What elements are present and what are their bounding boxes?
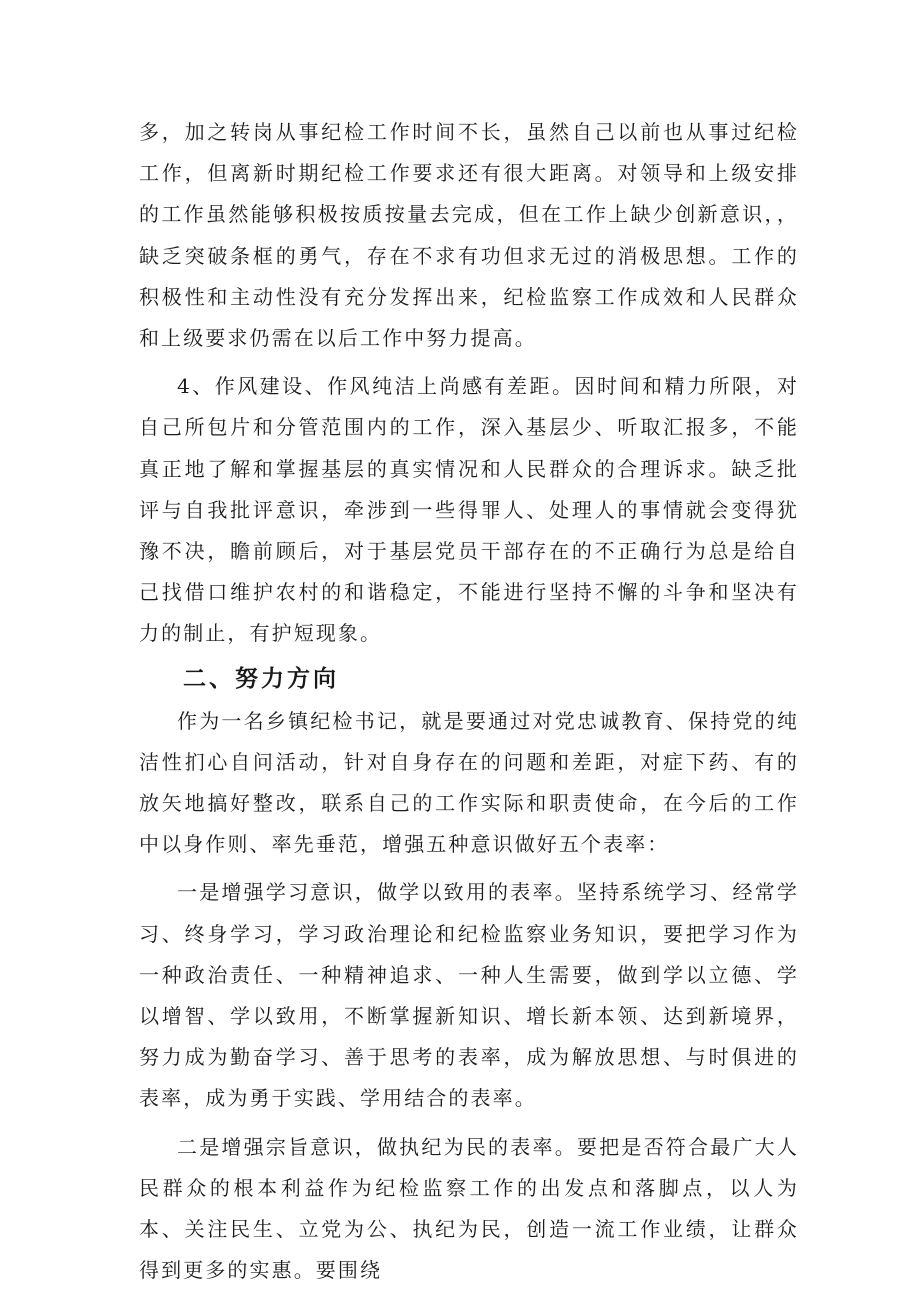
paragraph-continuation: 多，加之转岗从事纪检工作时间不长，虽然自己以前也从事过纪检工作，但离新时期纪检工作要求还有很大距离。对领导和上级安排的工作虽然能够积极按质按量去完成，但在工作上缺少创新意识，，缺乏突破条框的勇气，存在不求有功但求无过的消极思想。工作的积极性和主动性没有充分发挥出来，纪检监察工作成效和人民群众和上级要求仍需在以后工作中努力提高。 <box>139 120 799 351</box>
paragraph-style-gap: 4、作风建设、作风纯洁上尚感有差距。因时间和精力所限，对自己所包片和分管范围内的工作，深入基层少、听取汇报多，不能真正地了解和掌握基层的真实情况和人民群众的合理诉求。缺乏批评与自我批评意识，牵涉到一些得罪人、处理人的事情就会变得犹豫不决，瞻前顾后，对于基层党员干部存在的不正确行为总是给自己找借口维护农村的和谐稳定，不能进行坚持不懈的斗争和坚决有力的制止，有护短现象。 <box>139 374 799 646</box>
paragraph-introduction: 作为一名乡镇纪检书记，就是要通过对党忠诚教育、保持党的纯洁性扪心自问活动，针对自身存在的问题和差距，对症下药、有的放矢地搞好整改，联系自己的工作实际和职责使命，在今后的工作中以身作则、率先垂范，增强五种意识做好五个表率： <box>139 708 799 857</box>
document-body <box>139 112 799 1291</box>
paragraph-learning-awareness: 一是增强学习意识，做学以致用的表率。坚持系统学习、经常学习、终身学习，学习政治理论和纪检监察业务知识，要把学习作为一种政治责任、一种精神追求、一种人生需要，做到学以立德、学以增智、学以致用，不断掌握新知识、增长新本领、达到新境界，努力成为勤奋学习、善于思考的表率，成为解放思想、与时俱进的表率，成为勇于实践、学用结合的表率。 <box>139 880 799 1111</box>
section-heading: 二、努力方向 <box>183 665 339 692</box>
paragraph-purpose-awareness: 二是增强宗旨意识，做执纪为民的表率。要把是否符合最广大人民群众的根本利益作为纪检监察工作的出发点和落脚点，以人为本、关注民生、立党为公、执纪为民，创造一流工作业绩，让群众得到更多的实惠。要围绕 <box>139 1134 799 1283</box>
